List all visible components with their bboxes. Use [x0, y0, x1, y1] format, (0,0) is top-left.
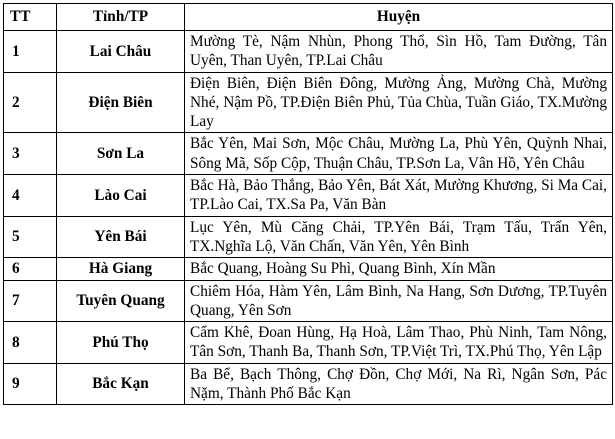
district-list: Ba Bể, Bạch Thông, Chợ Đồn, Chợ Mới, Na Rì, Ngân Sơn, Pác Nặm, Thành Phố Bắc Kạn	[185, 363, 613, 405]
table-row	[4, 31, 613, 73]
table-row	[4, 175, 613, 217]
row-number: 9	[4, 363, 57, 405]
district-list: Bắc Yên, Mai Sơn, Mộc Châu, Mường La, Phù Yên, Quỳnh Nhai, Sông Mã, Sốp Cộp, Thuận Châu, TP.Sơn La, Vân Hồ, Yên Châu	[185, 133, 613, 175]
table-row	[4, 72, 613, 133]
row-number: 6	[4, 258, 57, 280]
header-province: Tỉnh/TP	[57, 4, 185, 31]
province-name: Điện Biên	[57, 72, 185, 133]
district-list: Lục Yên, Mù Căng Chải, TP.Yên Bái, Trạm Tấu, Trấn Yên, TX.Nghĩa Lộ, Văn Chấn, Văn Yên, Yên Bình	[185, 216, 613, 258]
province-name: Lai Châu	[57, 31, 185, 73]
row-number: 2	[4, 72, 57, 133]
header-districts: Huyện	[185, 4, 613, 31]
province-name: Hà Giang	[57, 258, 185, 280]
table-row	[4, 322, 613, 364]
table-row	[4, 216, 613, 258]
row-number: 1	[4, 31, 57, 73]
table-row	[4, 258, 613, 280]
province-name: Bắc Kạn	[57, 363, 185, 405]
table-header-row	[4, 4, 613, 31]
row-number: 7	[4, 280, 57, 322]
province-name: Phú Thọ	[57, 322, 185, 364]
province-name: Lào Cai	[57, 175, 185, 217]
province-district-table	[3, 3, 613, 405]
district-list: Mường Tè, Nậm Nhùn, Phong Thổ, Sìn Hồ, Tam Đường, Tân Uyên, Than Uyên, TP.Lai Châu	[185, 31, 613, 73]
row-number: 8	[4, 322, 57, 364]
district-list: Cẩm Khê, Đoan Hùng, Hạ Hoà, Lâm Thao, Phù Ninh, Tam Nông, Tân Sơn, Thanh Ba, Thanh Sơn, TP.Việt Trì, TX.Phú Thọ, Yên Lập	[185, 322, 613, 364]
header-tt: TT	[4, 4, 57, 31]
district-list: Điện Biên, Điện Biên Đông, Mường Ảng, Mường Chà, Mường Nhé, Nậm Pồ, TP.Điện Biên Phủ, Tủa Chùa, Tuần Giáo, TX.Mường Lay	[185, 72, 613, 133]
table-row	[4, 280, 613, 322]
province-name: Sơn La	[57, 133, 185, 175]
table-row	[4, 363, 613, 405]
district-list: Bắc Hà, Bảo Thắng, Bảo Yên, Bát Xát, Mường Khương, Si Ma Cai, TP.Lào Cai, TX.Sa Pa, Văn Bàn	[185, 175, 613, 217]
province-name: Tuyên Quang	[57, 280, 185, 322]
province-name: Yên Bái	[57, 216, 185, 258]
row-number: 3	[4, 133, 57, 175]
row-number: 5	[4, 216, 57, 258]
row-number: 4	[4, 175, 57, 217]
district-list: Chiêm Hóa, Hàm Yên, Lâm Bình, Na Hang, Sơn Dương, TP.Tuyên Quang, Yên Sơn	[185, 280, 613, 322]
table-row	[4, 133, 613, 175]
district-list: Bắc Quang, Hoàng Su Phì, Quang Bình, Xín Mần	[185, 258, 613, 280]
